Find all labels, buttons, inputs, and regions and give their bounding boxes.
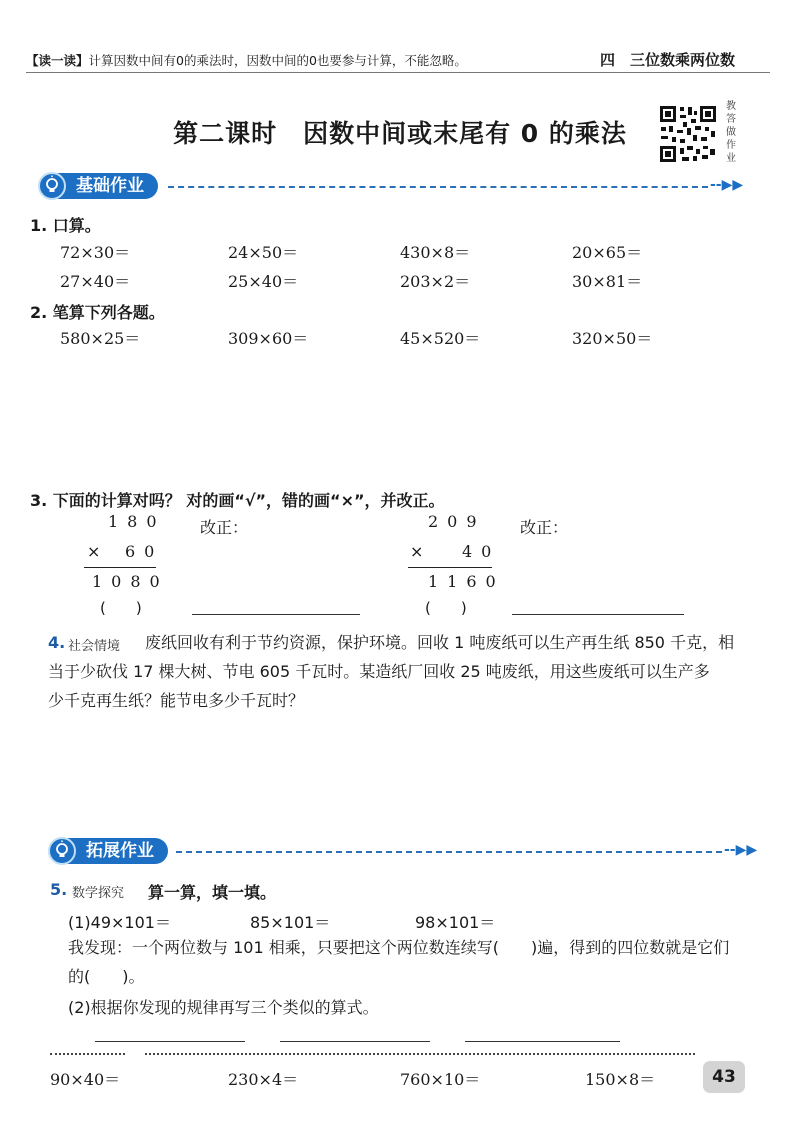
q5-exercise: 85×101＝ [250,913,331,932]
q4-text-line: 少千克再生纸？能节电多少千瓦时？ [48,691,305,710]
q3b-correction-blank[interactable] [512,614,684,615]
q5-exercise: 98×101＝ [415,913,496,932]
q1-exercise: 27×40＝ [60,272,131,291]
q3b-times-sign: × [410,542,424,561]
section-dashed-line [176,851,722,853]
section-label-basic: 基础作业 [44,173,158,199]
q1-exercise: 20×65＝ [572,243,643,262]
q1-exercise: 430×8＝ [400,243,471,262]
page-number: 43 [703,1061,745,1093]
q5-part2: (2)根据你发现的规律再写三个类似的算式。 [68,998,379,1017]
q3a-result: 1080 [92,572,169,591]
footer-exercise: 150×8＝ [585,1070,656,1089]
q4-text-line: 废纸回收有利于节约资源，保护环境。回收 1 吨废纸可以生产再生纸 850 千克，相 [145,633,735,652]
q5-answer-blank[interactable] [280,1041,430,1042]
footer-dotted-line [50,1053,125,1055]
q5-context-tag: 数学探究 [72,886,125,901]
q5-heading: 算一算，填一填。 [148,883,277,902]
page-title: 第二课时 因数中间或末尾有 0 的乘法 [173,119,627,148]
q3-heading: 3. 下面的计算对吗？ 对的画“√”，错的画“×”，并改正。 [30,491,445,510]
q1-exercise: 25×40＝ [228,272,299,291]
footer-dotted-line [145,1053,695,1055]
q3b-correction-label: 改正： [520,518,569,537]
q1-exercise: 203×2＝ [400,272,471,291]
q3b-multiplier: 40 [462,542,501,561]
qr-side-label: 教答做作业 [726,101,736,164]
lightbulb-icon [48,837,76,865]
q3b-answer-paren[interactable]: ( ) [425,599,467,617]
q3b-result: 1160 [428,572,505,591]
q1-exercise: 30×81＝ [572,272,643,291]
reading-tip-text: 计算因数中间有0的乘法时，因数中间的0也要参与计算，不能忽略。 [88,53,467,68]
q5-answer-blank[interactable] [465,1041,620,1042]
q3a-times-sign: × [87,542,101,561]
q1-exercise: 24×50＝ [228,243,299,262]
reading-tip [26,51,467,69]
q2-heading: 2. 笔算下列各题。 [30,303,165,322]
double-arrow-icon: --▶▶ [724,842,758,858]
q3a-answer-paren[interactable]: ( ) [100,599,142,617]
q4-number: 4. [48,633,66,652]
unit-title: 四 三位数乘两位数 [600,51,736,69]
footer-exercise: 90×40＝ [50,1070,121,1089]
footer-exercise: 230×4＝ [228,1070,299,1089]
q5-discovery-line: 的( )。 [68,967,145,986]
header-divider [26,72,770,73]
q3a-correction-blank[interactable] [192,614,360,615]
q5-discovery-line: 我发现：一个两位数与 101 相乘，只要把这个两位数连续写( )遍，得到的四位数就是它们 [68,938,730,957]
double-arrow-icon: --▶▶ [710,177,744,193]
footer-exercise: 760×10＝ [400,1070,481,1089]
q3b-multiplicand: 209 [428,512,486,531]
q1-exercise: 72×30＝ [60,243,131,262]
q4-text-line: 当于少砍伐 17 棵大树、节电 605 千瓦时。某造纸厂回收 25 吨废纸，用这些废纸可以生产多 [48,662,710,681]
q2-exercise: 45×520＝ [400,329,481,348]
q1-heading: 1. 口算。 [30,216,101,235]
q2-exercise: 320×50＝ [572,329,653,348]
qr-code-icon[interactable] [658,104,718,164]
reading-tip-tag: 【读一读】 [26,53,89,68]
q5-exercise: (1)49×101＝ [68,913,171,932]
q3a-multiplier: 60 [125,542,164,561]
q3b-rule [408,567,492,568]
q3a-multiplicand: 180 [108,512,166,531]
lightbulb-icon [38,172,66,200]
q2-exercise: 309×60＝ [228,329,309,348]
section-label-extended: 拓展作业 [54,838,168,864]
q5-number: 5. [50,880,68,899]
q3a-correction-label: 改正： [200,518,249,537]
q4-context-tag: 社会情境 [68,639,121,654]
section-dashed-line [168,186,708,188]
q3a-rule [84,567,156,568]
q2-exercise: 580×25＝ [60,329,141,348]
q5-answer-blank[interactable] [95,1041,245,1042]
